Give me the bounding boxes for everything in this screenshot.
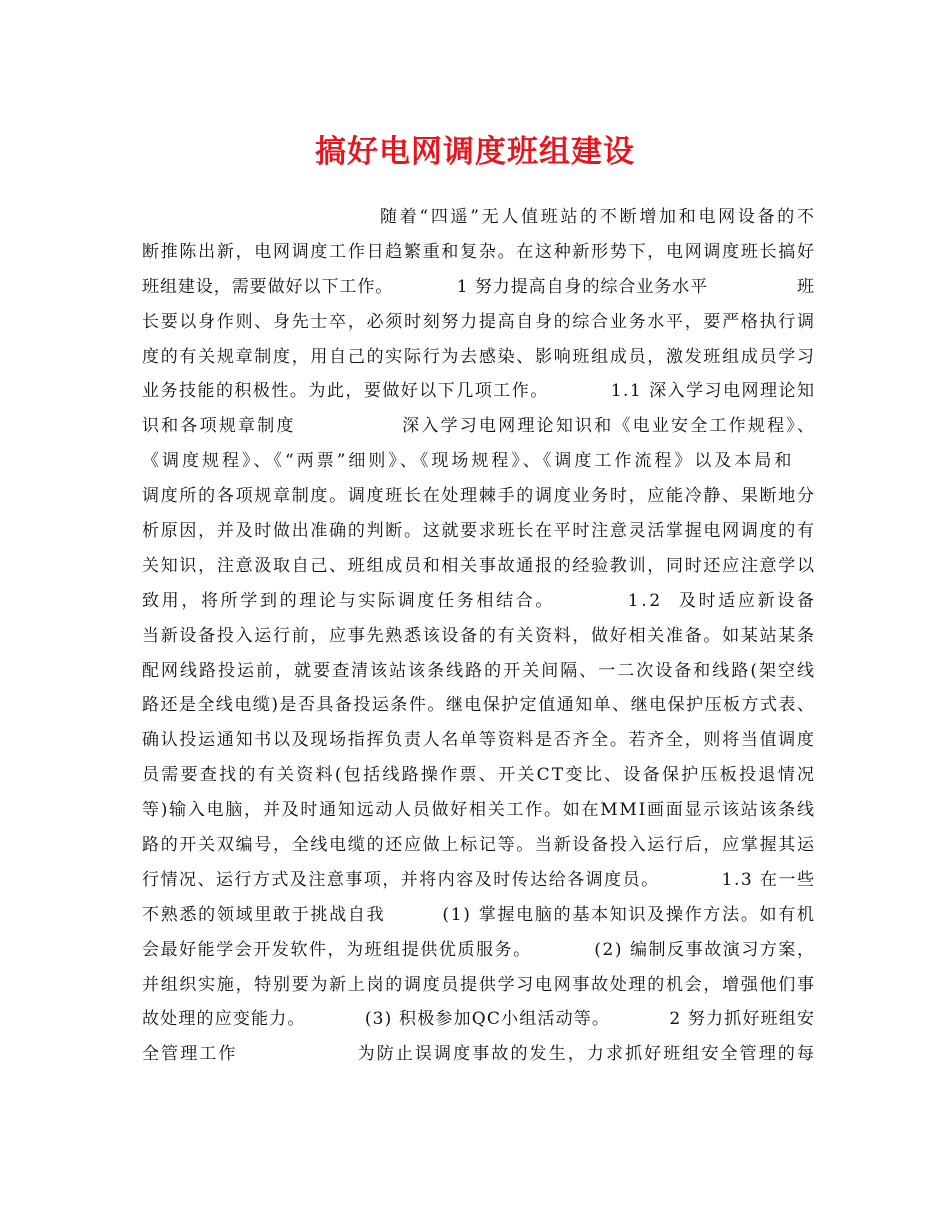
body-line: 故处理的应变能力。 (3) 积极参加QC小组活动等。 2 努力抓好班组安 [142,1009,816,1030]
body-line: 员需要查找的有关资料(包括线路操作票、开关CT变比、设备保护压板投退情况 [142,765,817,786]
body-line: 析原因，并及时做出准确的判断。这就要求班长在平时注意灵活掌握电网调度的有 [142,521,816,542]
body-line: 确认投运通知书以及现场指挥负责人名单等资料是否齐全。若齐全，则将当值调度 [142,730,816,751]
body-line: 会最好能学会开发软件，为班组提供优质服务。 (2) 编制反事故演习方案， [142,939,816,960]
body-line: 业务技能的积极性。为此，要做好以下几项工作。 1.1 深入学习电网理论知 [142,381,816,402]
body-line: 配网线路投运前，就要查清该站该条线路的开关间隔、一二次设备和线路(架空线 [142,660,816,681]
body-line: 并组织实施，特别要为新上岗的调度员提供学习电网事故处理的机会，增强他们事 [142,974,816,995]
body-line: 路的开关双编号，全线电缆的还应做上标记等。当新设备投入运行后，应掌握其运 [142,835,816,856]
body-line: 路还是全线电缆)是否具备投运条件。继电保护定值通知单、继电保护压板方式表、 [142,695,816,716]
document-body [142,200,822,1072]
body-line: 当新设备投入运行前，应事先熟悉该设备的有关资料，做好相关准备。如某站某条 [142,625,816,646]
document-title: 搞好电网调度班组建设 [315,134,635,170]
body-line: 度的有关规章制度，用自己的实际行为去感染、影响班组成员，激发班组成员学习 [142,346,816,367]
body-line: 断推陈出新，电网调度工作日趋繁重和复杂。在这种新形势下，电网调度班长搞好 [142,241,816,262]
body-line: 全管理工作 为防止误调度事故的发生，力求抓好班组安全管理的每 [142,1044,817,1065]
body-line: 关知识，注意汲取自己、班组成员和相关事故通报的经验教训，同时还应注意学以 [142,555,816,576]
body-line: 《调度规程》、《“两票”细则》、《现场规程》、《调度工作流程》以及本局和 [142,451,795,472]
body-line: 致用，将所学到的理论与实际调度任务相结合。 1.2 及时适应新设备 [142,590,817,611]
body-line: 识和各项规章制度 深入学习电网理论知识和《电业安全工作规程》、 [142,416,817,437]
body-line: 不熟悉的领域里敢于挑战自我 (1) 掌握电脑的基本知识及操作方法。如有机 [142,904,816,925]
body-line: 随着“四遥”无人值班站的不断增加和电网设备的不 [380,207,817,227]
body-line: 调度所的各项规章制度。调度班长在处理棘手的调度业务时，应能冷静、果断地分 [142,486,816,507]
body-line: 班组建设，需要做好以下工作。 1 努力提高自身的综合业务水平 班 [142,276,815,297]
body-line: 等)输入电脑，并及时通知远动人员做好相关工作。如在MMI画面显示该站该条线 [142,800,816,821]
body-line: 长要以身作则、身先士卒，必须时刻努力提高自身的综合业务水平，要严格执行调 [142,311,816,332]
body-line: 行情况、运行方式及注意事项，并将内容及时传达给各调度员。 1.3 在一些 [142,869,816,890]
